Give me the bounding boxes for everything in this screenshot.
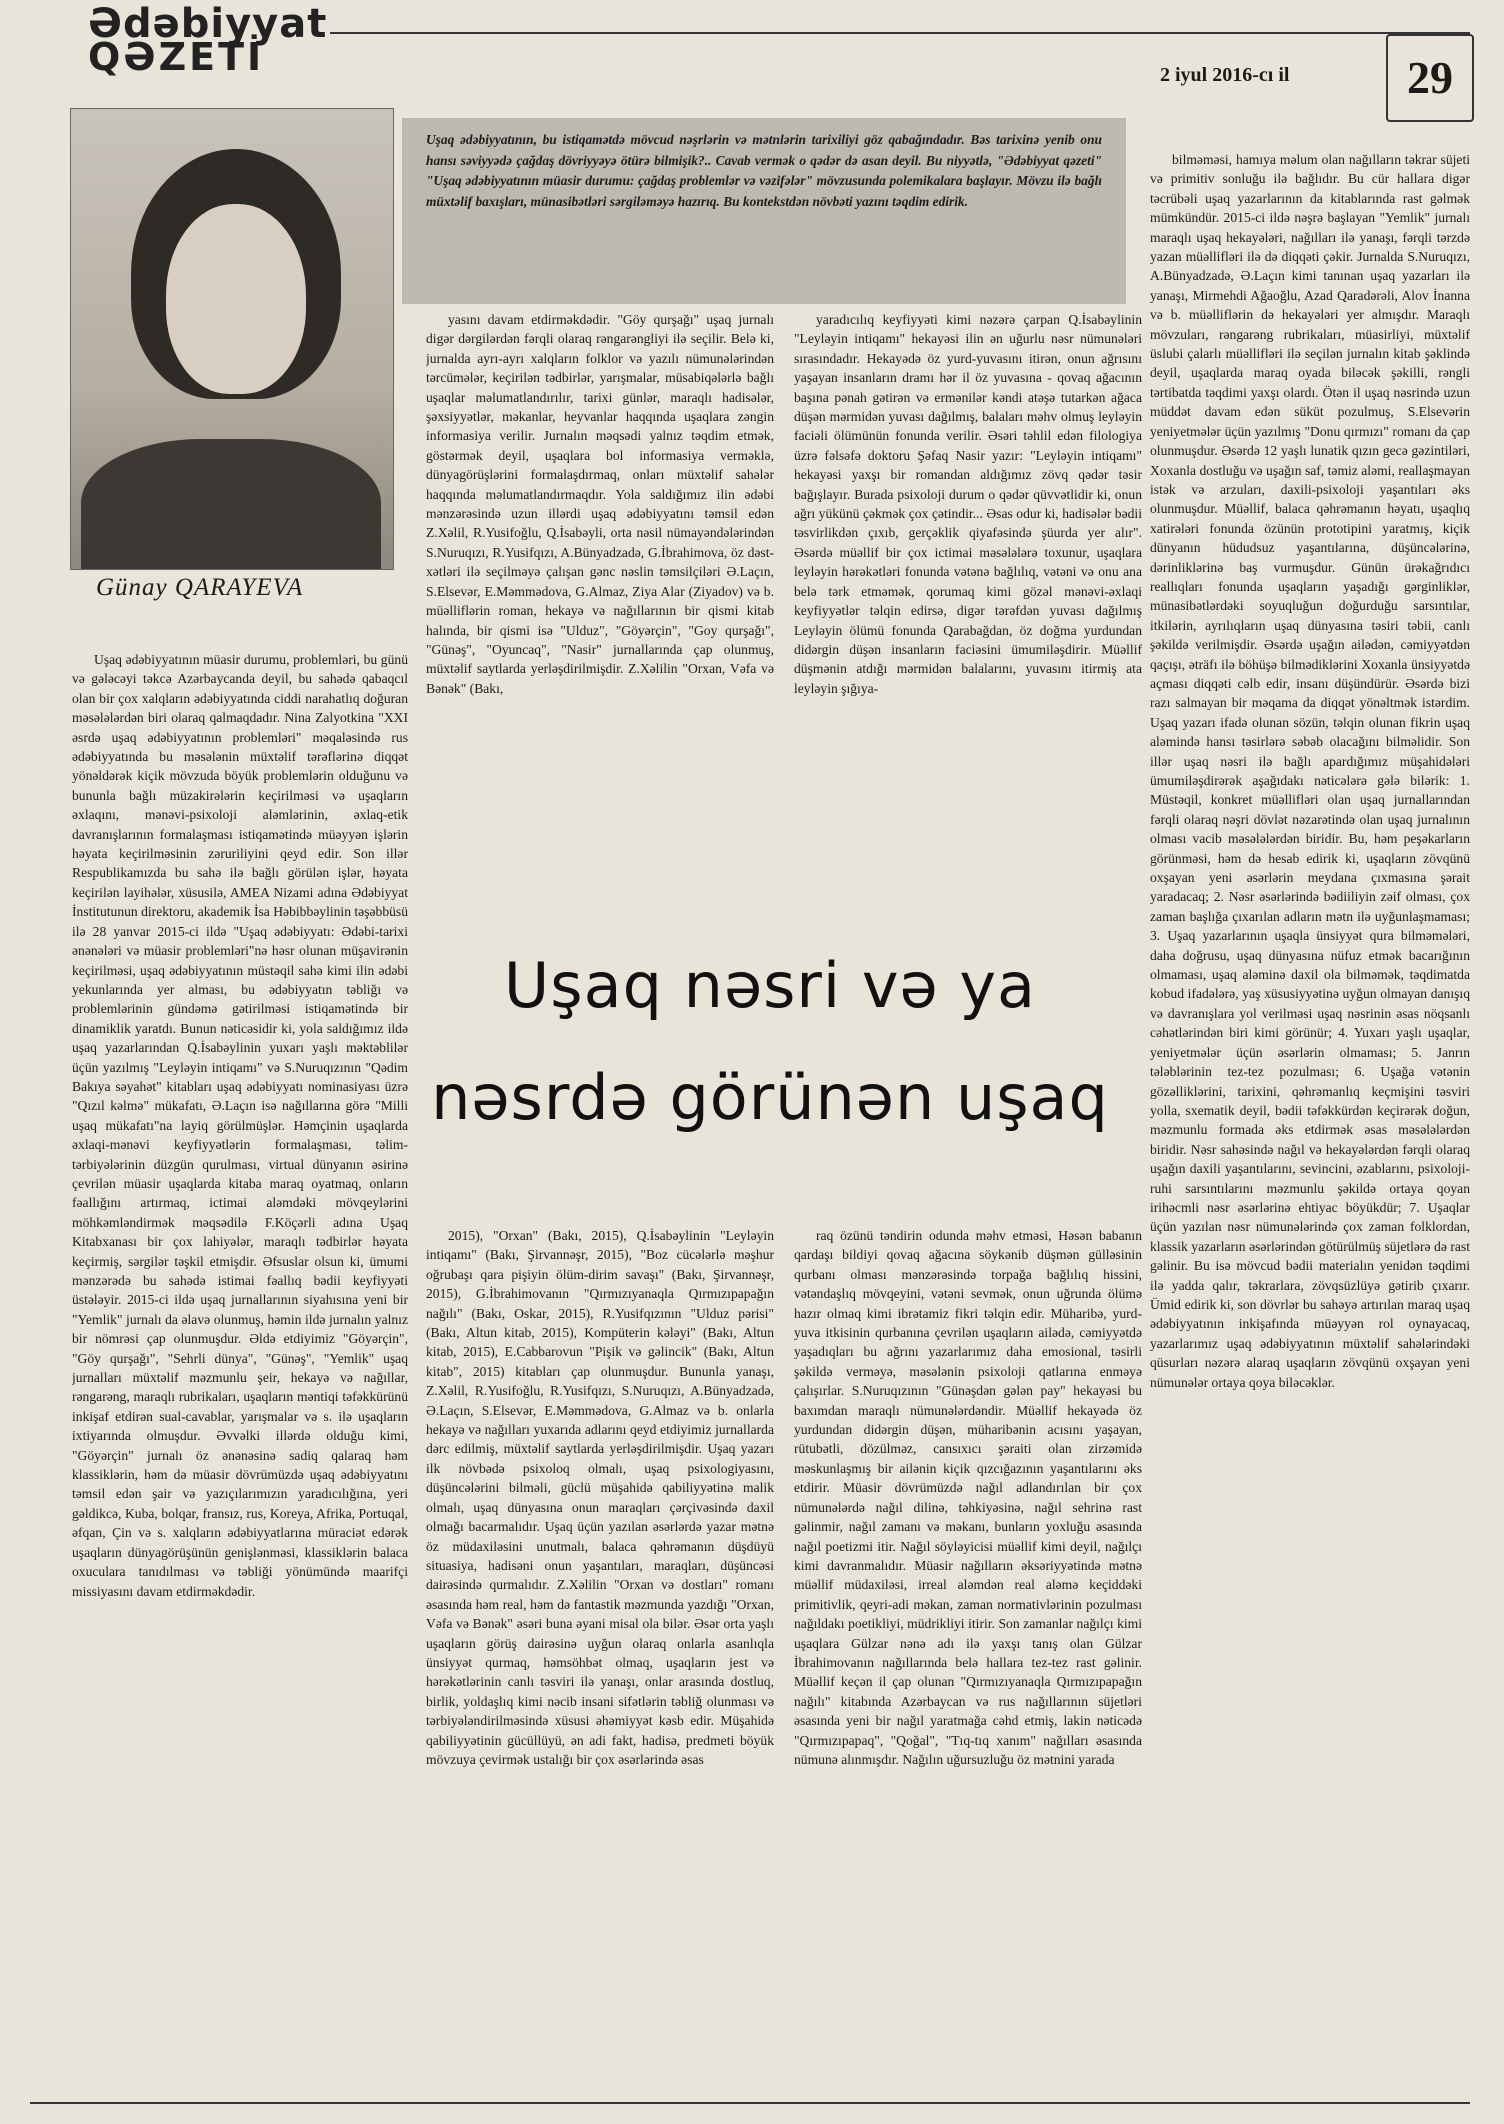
column-2-bottom	[426, 1226, 774, 2090]
column-1-text: Uşaq ədəbiyyatının müasir durumu, problemləri, bu günü və gələcəyi təkcə Azərbaycanda deyil, bu sahədə qabaqcıl olan bir çox xalqların ədəbiyyatında ciddi narahatlıq doğuran məsələlərdən biri olaraq qalmaqdadır. Nina Zalyotkina "XXI əsrdə uşaq ədəbiyyatının problemləri" məqaləsində rus ədəbiyyatında bu məsələnin müxtəlif tərəflərinə diqqət yönəldərək kiçik mövzuda böyük problemlərin olduğunu və bununla bağlı müzakirələrin keçirilməsi və uşaqların əxlaqını, mənəvi-psixoloji aləmlərinin, əxlaq-etik davranışlarının formalaşması istiqamətində müəyyən işlərin həyata keçirilməsinin zəruriliyini qeyd edir. Son illər Respublikamızda bu sahə ilə bağlı görülən işlər, həyata keçirilən layihələr, xüsusilə, AMEA Nizami adına Ədəbiyyat İnstitutunun direktoru, akademik İsa Həbibbəylinin təşəbbüsü ilə 28 yanvar 2015-ci ildə "Uşaq ədəbiyyatı: Ədəbi-tarixi ənənələri və müasir problemləri"nə həsr olunan müşavirənin keçirilməsi, uşaq ədəbiyyatının müstəqil sahə kimi ilin ədəbi yekunlarında yer alması, bu ədəbiyyatın təbliğı və problemlərinin gündəmə gətirilməsi istiqamətində bir dinamiklik yaratdı. Bunun nəticəsidir ki, yola saldığımız ildə uşaq yazarlarından Q.İsabəylinin yuxarı yaşlı məktəblilər üçün yazılmış "Leyləyin intiqamı" və S.Nuruqızının "Qədim Bakıya səyahət" kitabları uşaq ədəbiyyatı nominasiyası üzrə "Qızıl kəlmə" mükafatı, Ə.Laçın isə nağıllarına görə "Milli uşaq mükafatı"na layiq görülmüşlər. Həmçinin uşaqlarda əxlaqi-mənəvi keyfiyyətlərin formalaşması, təlim-tərbiyələrinin düzgün qurulması, virtual dünyanın əsirinə çevrilən müasir uşaqlarda kitaba maraq oyatmaq, onların fəallığını artırmaq, ictimai aləmdəki mövqeylərini möhkəmləndirmək məqsədilə F.Köçərli adına Uşaq Kitabxanası bir çox lahiyələr, maraqlı tədbirlər həyata keçirmiş, sərgilər təşkil etmişdir. Əfsuslar olsun ki, ümumi mənzərədə bu sahədə istimai fəallıq bədii keyfiyyəti üstələyir. 2015-ci ildə uşaq jurnallarının siyahısına yeni bir "Yemlik" jurnalı da əlavə olunmuş, həmin ildə jurnalın yalnız bir nömrəsi çap olunmuşdur. Əldə etdiyimiz "Göyərçin", "Göy qurşağı", "Sehrli dünya", "Günəş", "Yemlik" uşaq jurnalları müxtəlif məzmunlu şeir, hekayə və nağıllar, rəngarəng, maraqlı rubrikaları, uşaqların məntiqi təfəkkürünü inkişaf etdirən sual-cavablar, yarışmalar və s. ilə uşaqların ixtiyarında olmuşdur. Əvvəlki illərdə olduğu kimi, "Göyərçin" jurnalı öz ənənəsinə sadiq qalaraq həm klassiklərin, həm də müasir dövrümüzdə uşaq ədəbiyyatını təmsil edən şair və yazıçılarımızın yaradıcılığına, yeri gəldikcə, Kuba, bolqar, fransız, rus, Koreya, Afrika, Portuqal, əfqan, Çin və s. xalqların ədəbiyyatlarına müraciət edərək uşaqların dünyagörüşünün genişlənməsi, klassiklərin balaca oxuculara tanıdılması və təbliği yönümündə maarifçi missiyasını davam etdirməkdədir.	[72, 652, 408, 1599]
top-rule	[330, 32, 1470, 34]
masthead-line2: QƏZETİ	[88, 35, 265, 79]
column-2-bottom-text: 2015), "Orxan" (Bakı, 2015), Q.İsabəylinin "Leyləyin intiqamı" (Bakı, Şirvannəşr, 2015), "Boz cücələrlə məşhur oğrubaşı qara pişiyin ölüm-dirim savaşı" (Bakı, Şirvannəşr, 2015), G.İbrahimovanın "Qırmızıyanaqla Qırmızıpapağın nağılı" (Bakı, Oskar, 2015), R.Yusifqızının "Ulduz pərisi" (Bakı, Altun kitab, 2015), Kompüterin kələyi" (Bakı, Altun kitab, 2015), E.Cabbarovun "Pişik və gəlincik" (Bakı, Altun kitab", 2015) kitabları çap olunmuşdur. Bununla yanaşı, Z.Xəlil, R.Yusifoğlu, R.Yusifqızı, S.Nuruqızı, A.Bünyadzadə, Ə.Laçın, S.Elsevər, E.Məmmədova, G.Almaz və b. onlarla hekayə və nağılları yuxarıda adlarını qeyd etdiyimiz jurnallarda dərc edilmiş, müxtəlif saytlarda yerləşdirilmişdir. Uşaq yazarı ilk növbədə psixoloq olmalı, uşaq psixologiyasını, düşüncələrini bilməli, güclü müşahidə qabiliyyətinə malik olmalı, uşaq dünyasına onun maraqları çərçivəsində daxil olmağı bacarmalıdır. Uşaq üçün yazılan əsərlərdə yazar mətnə öz müdaxiləsini unutmalı, balaca qəhrəmanın düşdüyü situasiya, hadisəni onun yaşantıları, maraqları, düşüncəsi dairəsində qurmalıdır. Z.Xəlilin "Orxan və dostları" romanı əsasında həm real, həm də fantastik məzmunda yazdığı "Orxan, Vəfa və Bənək" əsəri buna əyani misal ola bilər. Əsər orta yaşlı uşaqların görüş dairəsinə uyğun olaraq onlarla asanlıqla ünsiyyət qurmaq, həmsöhbət olmaq, uşaqların jest və hərəkətlərinin canlı təsviri ilə yanaşı, onlar arasında dostluq, birlik, yoldaşlıq kimi nəcib insani sifətlərin təbliğ olunması və tərbiyələndirilməsində xüsusi əhəmiyyət kəsb edir. Müşahidə qabiliyyətinin gücüllüyü, ən adi fakt, hadisə, predmeti böyük mövzuya çevirmək ustalığı bir çox əsərlərində əsas	[426, 1228, 774, 1767]
column-3-bottom	[794, 1226, 1142, 2090]
column-2-top-text: yasını davam etdirməkdədir. "Göy qurşağı" uşaq jurnalı digər dərgilərdən fərqli olaraq rəngarəngliyi ilə seçilir. Belə ki, jurnalda ayrı-ayrı xalqların folklor və yazılı nümunələrindən tərcümələr, keçirilən tədbirlər, yarışmalar, müsabiqələrlə bağlı uşaqlar məlumatlandırılır, tarixi günlər, maraqlı hadisələr, şəxsiyyətlər, məkanlar, heyvanlar haqqında uşaqlara zəngin informasiya verilir. Jurnalın məqsədi yalnız təqdim etmək, göstərmək deyil, uşaqlara bol informasiya verməklə, dünyagörüşlərini formalaşdırmaq, onları müxtəlif sahələr haqqında məlumatlandırmaqdır. Yola saldığımız ilin ədəbi mənzərəsində uzun illərdi uşaq ədəbiyyatını təmsil edən Z.Xəlil, R.Yusifoğlu, Q.İsabəyli, orta nəsil nümayəndələrindən S.Nuruqızı, R.Yusifqızı, A.Bünyadzadə, G.İbrahimova, öz dəst-xətləri ilə seçilməyə çalışan gənc nəslin təmsilçiləri Ə.Laçın, S.Elsevər, E.Məmmədova, G.Almaz, Ziya Alar (Ziyadov) və b. müəlliflərin roman, hekayə və nağıllarının bir qismi kitab halında, bir qismi isə "Ulduz", "Göyərçin", "Goy qurşağı", "Günəş", "Oyuncaq", "Nasir" jurnallarında çap olunmuş, müxtəlif saytlarda yerləşdirilmişdir. Z.Xəlilin "Orxan, Vəfa və Bənək" (Bakı,	[426, 312, 774, 696]
author-byline: Günay QARAYEVA	[96, 574, 304, 601]
column-3-top-text: yaradıcılıq keyfiyyəti kimi nəzərə çarpan Q.İsabəylinin "Leyləyin intiqamı" hekayəsi ilin ən uğurlu nəsr nümunələri sırasındadır. Hekayədə öz yurd-yuvasını itirən, onun ağrısını yaşayan insanların dramı hər il öz yuvasına - qovaq ağacının başına pənah gətirən və ermənilər kəndi atəşə tutarkən ağaca düşən mərmidən yuvası dağılmış, balaları məhv olmuş leyləyin faciəli ölümünün fonunda verilir. Əsəri təhlil edən filologiya üzrə fəlsəfə doktoru Şəfaq Nasir yazır: "Leyləyin intiqamı" hekayəsi yaxşı bir romandan aldığımız zövq qədər təsir bağışlayır. Burada psixoloji durum o qədər qüvvətlidir ki, onun ağrı yükünü çəkmək çox çətindir... Əsas odur ki, hadisələr bədii təsvirlikdən çıxıb, gerçəklik qiyafəsində şüurda yer alır". Əsərdə müəllif bir çox ictimai məsələlərə toxunur, uşaqlara leyləyin hərəkətləri fonunda vətənə bağlılıq, vətəni və onu ana belə tərk etməmək, qorumaq kimi gözəl mənəvi-əxlaqi keyfiyyətlər təlqin edirsə, digər tərəfdən yuvası dağılmış Leyləyin ölümü fonunda Qarabağdan, öz doğma yurdundan didərgin düşən insanların faciəsini ümumiləşdirir. Müəllif düşmənin atdığı mərmidən balalarını, yuvasını itirmiş ata leyləyin şığıya-	[794, 312, 1142, 696]
headline	[420, 930, 1120, 1154]
headline-line2: nəsrdə görünən uşaq	[431, 1061, 1109, 1134]
lead-paragraph: Uşaq ədəbiyyatının, bu istiqamətdə mövcud nəşrlərin və mətnlərin tarixiliyi göz qabağındadır. Bəs tarixinə yenib onu hansı səviyyədə çağdaş dövriyyəyə ötürə bilmişik?.. Cavab vermək o qədər də asan deyil. Bu niyyətlə, "Ədəbiyyat qəzeti" "Uşaq ədəbiyyatının müasir durumu: çağdaş problemlər və vəzifələr" mövzusunda polemikalara başlayır. Mövzu ilə bağlı müxtəlif baxışları, münasibətləri sərgiləməyə hazırıq. Bu kontekstdən növbəti yazını təqdim edirik.	[402, 118, 1126, 304]
column-3-top	[794, 310, 1142, 924]
bottom-rule	[30, 2102, 1470, 2104]
column-1	[72, 650, 408, 2090]
column-4-text: bilməməsi, hamıya məlum olan nağılların təkrar süjeti və primitiv sonluğu ilə bağlıdır. Bu cür hallara digər təcrübəli uşaq yazarlarının da kitablarında rast gəlmək mümkündür. 2015-ci ildə nəşrə başlayan "Yemlik" jurnalı maraqlı uşaq hekayələri, nağılları ilə yanaşı, fərqli tərzdə yazan müəllifləri ilə də diqqəti çəkir. Jurnalda S.Nuruqızı, A.Bünyadzadə, Ə.Laçın kimi tanınan uşaq yazarları ilə yanaşı, Mirmehdi Ağaoğlu, Azad Qaradərəli, Alov İnanna və b. müəlliflərin də hekayələri yer almışdır. Maraqlı mövzuları, rəngarəng rubrikaları, müasirliyi, müxtəlif üslubi çalarlı müəllifləri ilə seçilən jurnalın kitab şəklində deyil, uşaqlarda maraq oyada biləcək şəkilli, rəngli tərtibatda təqdimi yaxşı olardı. Ötən il uşaq nəsrində uzun müddət davam edən süküt pozulmuş, S.Elsevərin yeniyetmələr üçün yazılmış "Donu qırmızı" romanı da çap olunmuşdur. Əsərdə 12 yaşlı lunatik qızın gecə gəzintiləri, Xoxanla dostluğu və uşağın saf, təmiz aləmi, reallaşmayan istək və arzuları, daxili-psixoloji yaşantıları əks olunmuşdur. Müəllif, balaca qəhrəmanın həyatı, uşaqlıq xatirələri fonunda özünün prototipini yaratmış, kiçik dünyanın hüdudsuz yaşantılarına, düşüncələrinə, dərinliklərinə baş vurmuşdur. Günün ürəkağrıdıcı reallıqları fonunda uşaqların yaşadığı gərginliklər, münasibətlərdəki soyuqluğun doğurduğu sarsıntılar, itkilərin, ayrılıqların uşaq dünyasına təsiri təbii, canlı şəkildə verilmişdir. Əsərdə uşağın ailədən, cəmiyyətdən qaçışı, əträfı ilə böhüşə bilmədiklərini Xoxanla ünsiyyətdə açması diqqəti cəlb edir, insanı düşündürür. Əsərdə bizi razı salmayan bir məqama da diqqət yönəltmək istərdim. Uşaq yazarı ifadə olunan sözün, təlqin olunan fikrin uşaq aləmində hansı təsirlərə səbəb olacağını bilməlidir. Son illər uşaq nəsri ilə bağlı apardığımız müşahidələri ümumiləşdirərək aşağıdakı nəticələrə gələ bilərik: 1. Müstəqil, konkret müəllifləri olan uşaq jurnallarından fərqli olaraq nəşri dövlət nəzarətində olan uşaq jurnalının olması vacib məsələlərdən biridir. Bu, həm peşəkarların görünməsi, həm də hesab edirik ki, uşaqların zövqünü oxşayan yeni əsərlərin meydana çıxmasına şərait yaradacaq; 2. Nəsr əsərlərində bədiiliyin zəif olması, çox zaman başlığa çıxarılan adların mətn ilə uyğunlaşmaması; 3. Uşaq yazarlarının uşaqla ünsiyyət qura bilməmələri, daha doğrusu, uşaq dünyasına nüfuz etmək bacarığının olmaması, uşaq aləminə daxil ola bilməmək, təqdimatda kobud ifadələrə, yaş xüsusiyyətinə uyğun olmayan danışıq və davranışlara yol verilməsi uşaq nəsrinin əsas nöqsanlı cəhətlərindən biri kimi görünür; 4. Yuxarı yaşlı uşaqlar, yeniyetmələr üçün əsərlərin olmaması; 5. Janrın tələblərinin tez-tez pozulması; 6. Uşağa vətənin gözəlliklərini, tarixini, qəhrəmanlıq keçmişini təsviri yolla, sxematik deyil, bədii təfəkkürdən keçirərək doğun, məzmunlu formada əks etdirmək əsas məsələlərdən biridir. Nəsr sahəsində nağıl və hekayələrdən fərqli olaraq uşağın daxili yaşantılarını, sevincini, əzablarını, psixoloji-ruhi sarsıntılarını məzmunlu şəkildə ortaya qoyan irihəcmli nəsr əsərlərinə ehtiyac böyükdür; 7. Uşaqlar üçün yazılan nəsr nümunələrində çox zaman folklordan, klassik yazarların əsərlərindən götürülmüş süjetlərə də rast gəlinir. Bu isə mövcud bədii materialın yenidən təqdimi ilə yadda qalır, təkrarlara, zövqsüzlüyə gətirib çıxarır. Ümid edirik ki, son dövrlər bu sahəyə artırılan maraq uşaq ədəbiyyatının inkişafında müəyyən rol oynayacaq, yazarlarımız uşaq ədəbiyyatının müxtəlif sahələrindəki qüsurları nəzərə alaraq uşaqların zövqünü oxşayan yeni nümunələr ortaya qoya biləcəklər.	[1150, 152, 1470, 1390]
masthead-line1: Ədəbiyyat	[88, 1, 328, 47]
column-3-bottom-text: raq özünü təndirin odunda məhv etməsi, Həsən babanın qardaşı bildiyi qovaq ağacına söykənib düşmən gülləsinin qurbanı olması mənzərəsində torpağa bağlılıq hissini, vətəndaşlıq mövqeyini, vətəni sevmək, onun uğrunda ölümə hazır olmaq kimi ibrətamiz fikri təlqin edir. Müharibə, yurd-yuva itkisinin qurbanına çevrilən uşaqların ailədə, cəmiyyətdə yaşadıqları bu ağrını yazarlarımız daha emosional, təsirli şəkildə verməyə, məsələnin psixoloji qatlarına enməyə çalışırlar. S.Nuruqızının "Günəşdən gələn pay" hekayəsi bu baxımdan maraqlı nümunələrdəndir. Müəllif hekayədə öz yurdundan didərgin düşən, müharibənin acısını yaşayan, rütubətli, dözülməz, cansıxıcı şəraiti olan zirzəmidə məskunlaşmış bir ailənin kiçik qızcığazının yaşantılarını əks etdirir. Müasir dövrümüzdə nağıl adlandırılan bir çox nümunələrdə nağıl dilinə, təhkiyəsinə, nağıl sehrinə rast gəlinmir, nağıl zamanı və məkanı, bunların yoxluğu əsasında nağıl poetizmi itir. Nağıl söyləyicisi müəllif kimi deyil, nağılçı kimi davranmalıdır. Müasir nağılların əksəriyyətində mətnə müəllif müdaxiləsi, irreal aləmdən real aləmə keçiddəki primitivlik, qeyri-adi məkan, zaman normativlərinin pozulması nağıldakı poetikliyi, müdrikliyi itirir. Son zamanlar nağılçı kimi uşaqlara Gülzar nənə adı ilə yaxşı tanış olan Gülzar İbrahimovanın nağıllarında belə hallara tez-tez rast gəlinir. Müəllif keçən il çap olunan "Qırmızıyanaqla Qırmızıpapağın nağılı" kitabında Azərbaycan və rus nağıllarının süjetləri əsasında yeni bir nağıl yaratmağa cəhd etmiş, lakin nəticədə "Qırmızıpapaq", "Qoğal", "Tıq-tıq xanım" nağılları əsasında nümunə alınmışdır. Nağılın uğursuzluğu öz mətnini yarada	[794, 1228, 1142, 1767]
page-number: 29	[1386, 34, 1474, 122]
photo-face-shape	[166, 204, 306, 394]
column-4	[1150, 150, 1470, 2090]
headline-line1: Uşaq nəsri və ya	[503, 949, 1037, 1022]
masthead	[88, 1, 328, 79]
author-photo	[70, 108, 394, 570]
issue-date: 2 iyul 2016-cı il	[1160, 64, 1290, 86]
photo-body-shape	[81, 439, 381, 570]
column-2-top	[426, 310, 774, 924]
